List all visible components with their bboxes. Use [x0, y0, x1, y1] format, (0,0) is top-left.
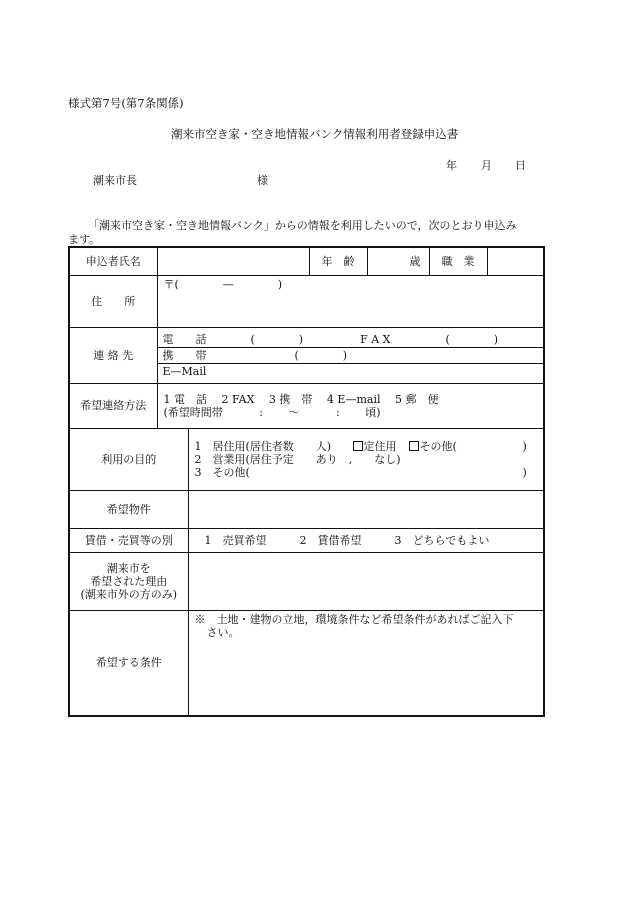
date-year: 年	[446, 159, 457, 172]
intro-line-2: ます。	[68, 233, 101, 246]
age-unit: 歳	[409, 254, 421, 268]
property-field[interactable]	[188, 490, 544, 528]
settlement-checkbox[interactable]	[353, 441, 363, 451]
conditions-field[interactable]	[188, 610, 544, 716]
addressee-honorific: 様	[257, 174, 268, 187]
property-row	[69, 490, 544, 528]
preferred-contact-field[interactable]	[157, 383, 544, 428]
date-day: 日	[515, 159, 526, 172]
other-label: その他(	[419, 439, 457, 453]
conditions-note-line-2: さい。	[206, 625, 240, 639]
address-label: 住 所	[69, 275, 157, 327]
other-checkbox[interactable]	[409, 441, 419, 451]
contact-field-group	[157, 327, 544, 383]
reason-label-line-2: 希望された理由	[90, 574, 168, 588]
form-title: 潮来市空き家・空き地情報バンク情報利用者登録申込書	[171, 127, 459, 141]
postal-code-field: 〒( — )	[163, 277, 283, 291]
address-row	[69, 275, 544, 327]
purpose-residential: 1 居住用(居住者数 人)	[194, 439, 332, 453]
purpose-other: 3 その他(	[194, 465, 250, 479]
reason-label	[69, 552, 188, 610]
purpose-option-3	[195, 466, 544, 479]
lease-sale-options[interactable]: 1 売買希望 2 賃借希望 3 どちらでもよい	[188, 528, 544, 552]
purpose-field[interactable]	[188, 428, 544, 490]
purpose-label: 利用の目的	[69, 428, 188, 490]
property-label: 希望物件	[69, 490, 188, 528]
purpose-option-2: 2 営業用(居住予定 あり , なし)	[194, 452, 401, 466]
preferred-contact-label: 希望連絡方法	[69, 383, 157, 428]
age-label: 年 齢	[309, 247, 367, 275]
form-number: 様式第7号(第7条関係)	[68, 96, 184, 110]
application-form-table	[68, 246, 545, 717]
preferred-time-range: (希望時間帯 : 〜 : 頃)	[163, 405, 381, 419]
date-month: 月	[481, 159, 492, 172]
reason-label-line-3: (潮来市外の方のみ)	[80, 587, 178, 601]
age-field[interactable]	[367, 247, 429, 275]
purpose-option-1	[195, 440, 544, 453]
phone-fax-line[interactable]	[158, 332, 544, 348]
conditions-note-line-1: ※ 土地・建物の立地，環境条件など希望条件があればご記入下	[194, 612, 514, 626]
reason-field[interactable]	[188, 552, 544, 610]
contact-label: 連 絡 先	[69, 327, 157, 383]
purpose-line1-close: )	[522, 439, 527, 453]
occupation-field[interactable]	[487, 247, 544, 275]
purpose-row	[69, 428, 544, 490]
addressee-name: 潮来市長	[93, 174, 137, 187]
lease-sale-label: 賃借・売買等の別	[69, 528, 188, 552]
lease-sale-row	[69, 528, 544, 552]
conditions-row	[69, 610, 544, 716]
settlement-label: 定住用	[363, 439, 397, 453]
occupation-label: 職 業	[429, 247, 487, 275]
contact-row	[69, 327, 544, 383]
applicant-name-label: 申込者氏名	[69, 247, 157, 275]
conditions-label: 希望する条件	[69, 610, 188, 716]
address-field[interactable]	[157, 275, 544, 327]
fax-field: F A X ( )	[360, 332, 499, 346]
email-field[interactable]: E—Mail	[162, 364, 207, 378]
intro-line-1: 「潮来市空き家・空き地情報バンク」からの情報を利用したいので，次のとおり申込み	[88, 219, 517, 232]
mobile-field[interactable]: 携 帯 ( )	[158, 348, 544, 364]
preferred-contact-row	[69, 383, 544, 428]
preferred-contact-options: 1 電 話 2 FAX 3 携 帯 4 E—mail 5 郵 便	[163, 392, 439, 406]
applicant-row	[69, 247, 544, 275]
purpose-line3-close: )	[522, 465, 527, 479]
reason-label-line-1: 潮来市を	[106, 561, 151, 575]
reason-row	[69, 552, 544, 610]
phone-field: 電 話 ( )	[162, 332, 304, 346]
applicant-name-field[interactable]	[157, 247, 309, 275]
